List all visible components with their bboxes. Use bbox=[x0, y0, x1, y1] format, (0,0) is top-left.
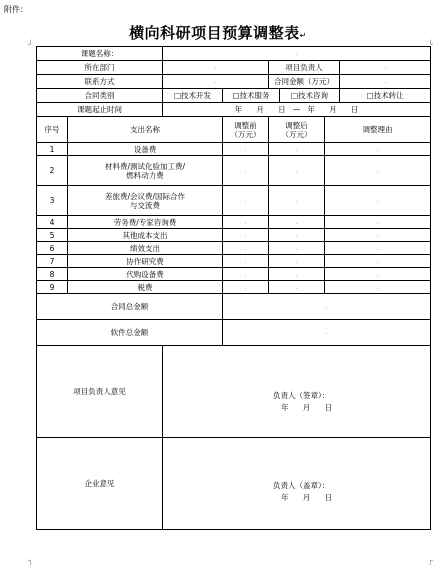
expense-no: 7 bbox=[37, 255, 68, 268]
title-text: 横向科研项目预算调整表 bbox=[129, 24, 300, 42]
checkbox-tech-service[interactable]: □技术服务 bbox=[223, 89, 280, 103]
expense-no: 2 bbox=[37, 156, 68, 186]
before-cell[interactable]: . bbox=[223, 242, 269, 255]
company-signature-block bbox=[273, 480, 332, 504]
expense-row bbox=[37, 186, 431, 216]
after-cell[interactable]: . bbox=[269, 143, 325, 156]
row-leader-opinion bbox=[37, 346, 431, 438]
expense-row bbox=[37, 229, 431, 242]
before-cell[interactable]: . bbox=[223, 186, 269, 216]
checkbox-tech-consulting[interactable]: □技术咨询 bbox=[280, 89, 340, 103]
period-dates[interactable]: 年 月 日 — 年 月 日 bbox=[163, 103, 431, 117]
before-cell[interactable]: . bbox=[223, 255, 269, 268]
header-reason: 调整理由 bbox=[325, 117, 431, 143]
expense-name-line2: 与交流费 bbox=[130, 200, 160, 210]
company-signature-date: 年 月 日 bbox=[281, 493, 333, 502]
checkbox-tech-development[interactable]: □技术开发 bbox=[163, 89, 223, 103]
row-period bbox=[37, 103, 431, 117]
expense-name bbox=[68, 156, 223, 186]
reason-cell[interactable]: . bbox=[325, 268, 431, 281]
before-cell[interactable]: . bbox=[223, 268, 269, 281]
row-company-opinion bbox=[37, 438, 431, 530]
expense-no: 1 bbox=[37, 143, 68, 156]
contract-type-label: 合同类别 bbox=[37, 89, 163, 103]
corner-mark-icon: ┘ bbox=[28, 40, 33, 49]
after-cell[interactable]: . bbox=[269, 229, 325, 242]
software-total-label: 软件总金额 bbox=[37, 320, 223, 346]
after-cell[interactable]: . bbox=[269, 255, 325, 268]
expense-name: 代购设备费 bbox=[68, 268, 223, 281]
expense-name-line1: 材料费/测试化验加工费/ bbox=[104, 161, 186, 171]
corner-mark-icon: └ bbox=[428, 40, 433, 49]
company-opinion-label: 企业意见 bbox=[37, 438, 163, 530]
corner-mark-icon: ┐ bbox=[28, 556, 33, 565]
before-cell[interactable]: . bbox=[223, 143, 269, 156]
company-signature-label: 负责人（盖章）： bbox=[273, 481, 330, 490]
project-leader-label: 项目负责人 bbox=[269, 61, 340, 75]
header-before-line1: 调整前 bbox=[234, 120, 257, 130]
expense-no: 9 bbox=[37, 281, 68, 294]
expense-row bbox=[37, 242, 431, 255]
department-field[interactable]: . bbox=[163, 61, 269, 75]
reason-cell[interactable]: . bbox=[325, 186, 431, 216]
checkbox-tech-transfer[interactable]: □技术转让 bbox=[340, 89, 431, 103]
after-cell[interactable]: . bbox=[269, 156, 325, 186]
reason-cell[interactable]: . bbox=[325, 255, 431, 268]
contract-total-field[interactable]: . bbox=[223, 294, 431, 320]
after-cell[interactable]: . bbox=[269, 242, 325, 255]
expense-row bbox=[37, 216, 431, 229]
software-total-field[interactable]: . bbox=[223, 320, 431, 346]
before-cell[interactable]: . bbox=[223, 216, 269, 229]
leader-opinion-field[interactable] bbox=[163, 346, 431, 438]
before-cell[interactable]: . bbox=[223, 156, 269, 186]
company-opinion-field[interactable] bbox=[163, 438, 431, 530]
header-before bbox=[223, 117, 269, 143]
expense-name: 税费 bbox=[68, 281, 223, 294]
budget-adjustment-table bbox=[36, 46, 431, 530]
expense-name: 设备费 bbox=[68, 143, 223, 156]
project-name-field[interactable]: . bbox=[163, 47, 431, 61]
expense-no: 8 bbox=[37, 268, 68, 281]
contract-total-label: 合同总金额 bbox=[37, 294, 223, 320]
page-title bbox=[0, 22, 436, 43]
expense-name: 协作研究费 bbox=[68, 255, 223, 268]
header-before-line2: （万元） bbox=[230, 129, 261, 139]
leader-opinion-label: 项目负责人意见 bbox=[37, 346, 163, 438]
leader-signature-label: 负责人（签章）： bbox=[273, 391, 330, 400]
before-cell[interactable]: . bbox=[223, 281, 269, 294]
attachment-label: 附件： bbox=[4, 5, 28, 14]
reason-cell[interactable]: . bbox=[325, 216, 431, 229]
expense-no: 3 bbox=[37, 186, 68, 216]
expense-name-line2: 燃料动力费 bbox=[126, 170, 164, 180]
row-department bbox=[37, 61, 431, 75]
row-contract-type bbox=[37, 89, 431, 103]
header-item: 支出名称 bbox=[68, 117, 223, 143]
expense-name bbox=[68, 186, 223, 216]
row-contact bbox=[37, 75, 431, 89]
contact-label: 联系方式 bbox=[37, 75, 163, 89]
project-leader-field[interactable]: . bbox=[340, 61, 431, 75]
expense-name: 绩效支出 bbox=[68, 242, 223, 255]
header-no: 序号 bbox=[37, 117, 68, 143]
reason-cell[interactable]: . bbox=[325, 242, 431, 255]
contract-amount-field[interactable]: . bbox=[340, 75, 431, 89]
after-cell[interactable]: . bbox=[269, 281, 325, 294]
project-name-label: 课题名称： bbox=[37, 47, 163, 61]
expense-row bbox=[37, 143, 431, 156]
expense-row bbox=[37, 281, 431, 294]
after-cell[interactable]: . bbox=[269, 216, 325, 229]
header-after bbox=[269, 117, 325, 143]
expense-no: 5 bbox=[37, 229, 68, 242]
reason-cell[interactable]: . bbox=[325, 156, 431, 186]
leader-signature-block bbox=[273, 390, 332, 414]
period-label: 课题起止时间 bbox=[37, 103, 163, 117]
expense-no: 6 bbox=[37, 242, 68, 255]
contract-amount-label: 合同金额（万元） bbox=[269, 75, 340, 89]
expense-name-line1: 差旅费/会议费/国际合作 bbox=[104, 191, 186, 201]
expense-row bbox=[37, 268, 431, 281]
expense-name: 劳务费/专家咨询费 bbox=[68, 216, 223, 229]
expense-row bbox=[37, 255, 431, 268]
header-after-line2: （万元） bbox=[281, 129, 312, 139]
expense-header-row bbox=[37, 117, 431, 143]
row-project-name bbox=[37, 47, 431, 61]
after-cell[interactable]: . bbox=[269, 186, 325, 216]
paragraph-mark-icon: ↵ bbox=[299, 31, 307, 40]
after-cell[interactable]: . bbox=[269, 268, 325, 281]
before-cell[interactable]: . bbox=[223, 229, 269, 242]
department-label: 所在部门 bbox=[37, 61, 163, 75]
contact-field[interactable]: . bbox=[163, 75, 269, 89]
reason-cell[interactable]: . bbox=[325, 143, 431, 156]
expense-name: 其他成本支出 bbox=[68, 229, 223, 242]
expense-no: 4 bbox=[37, 216, 68, 229]
reason-cell[interactable]: . bbox=[325, 281, 431, 294]
header-after-line1: 调整后 bbox=[285, 120, 308, 130]
corner-mark-icon: ┌ bbox=[428, 556, 433, 565]
row-contract-total bbox=[37, 294, 431, 320]
expense-row bbox=[37, 156, 431, 186]
row-software-total bbox=[37, 320, 431, 346]
leader-signature-date: 年 月 日 bbox=[281, 403, 333, 412]
reason-cell[interactable]: . bbox=[325, 229, 431, 242]
